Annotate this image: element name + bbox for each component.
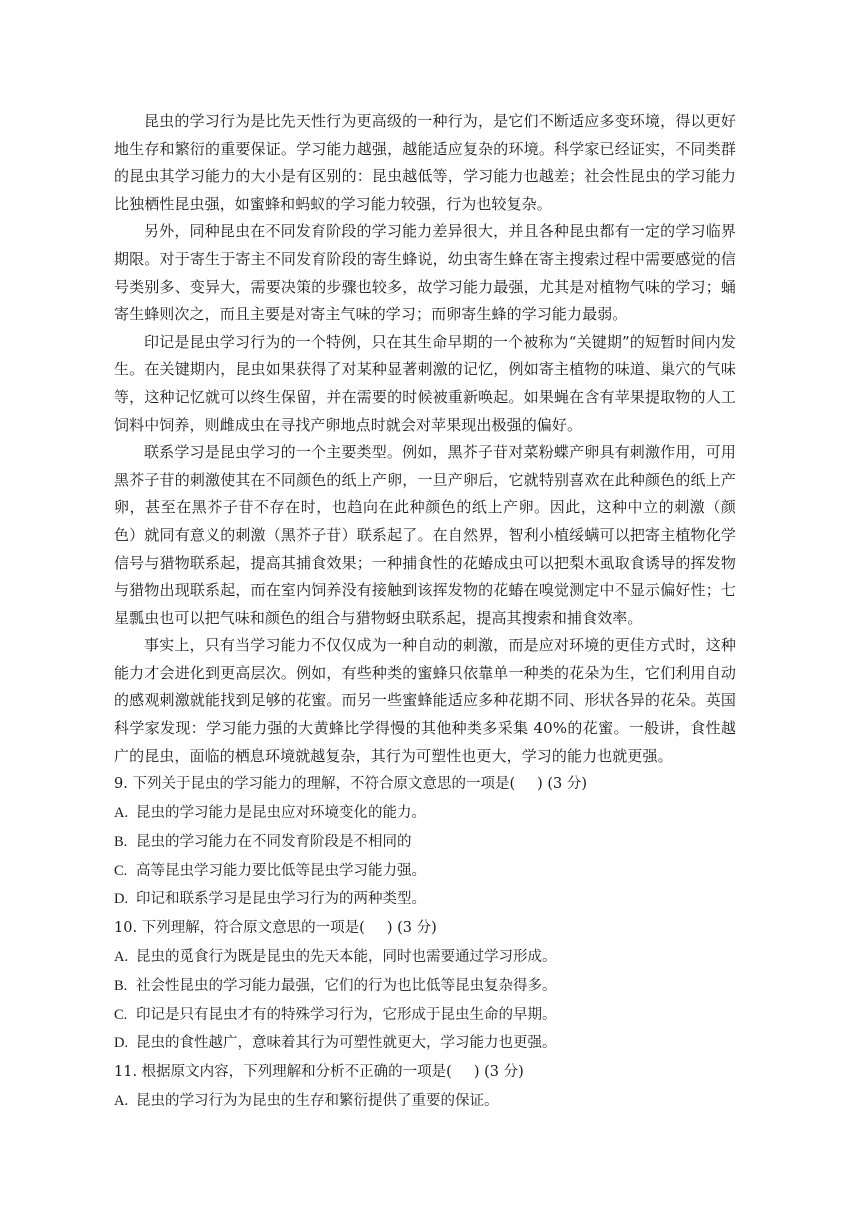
option-text: 社会性昆虫的学习能力最强，它们的行为也比低等昆虫复杂得多。 <box>136 977 557 994</box>
passage-paragraph-3: 印记是昆虫学习行为的一个特例，只在其生命早期的一个被称为“关键期”的短暂时间内发生。在关键期内，昆虫如果获得了对某种显著刺激的记忆，例如寄主植物的味道、巢穴的气味等，这种记忆就可以终生保留，并在需要的时候被重新唤起。如果蝇在含有苹果提取物的人工饲料中饲养，则雌成虫在寻找产卵地点时就会对苹果现出极强的偏好。 <box>114 332 736 434</box>
question-9-option-d <box>114 885 736 914</box>
question-9 <box>114 770 736 914</box>
question-9-option-b <box>114 828 736 857</box>
option-text: 昆虫的食性越广，意味着其行为可塑性就更大，学习能力也更强。 <box>136 1035 557 1052</box>
question-11-stem-text: 11. 根据原文内容，下列理解和分析不正确的一项是( <box>114 1064 452 1081</box>
question-9-points: ) (3 分) <box>537 776 588 793</box>
option-text: 昆虫的学习能力是昆虫应对环境变化的能力。 <box>136 805 426 822</box>
question-9-stem <box>114 770 736 799</box>
option-letter: A. <box>114 1093 129 1110</box>
option-text: 昆虫的学习行为为昆虫的生存和繁衍提供了重要的保证。 <box>136 1093 499 1110</box>
question-9-option-c <box>114 857 736 886</box>
question-10-option-c <box>114 1001 736 1030</box>
question-11-points: ) (3 分) <box>473 1064 524 1081</box>
option-text: 昆虫的学习能力在不同发育阶段是不相同的 <box>136 833 412 850</box>
question-10-stem <box>114 914 736 943</box>
question-11-stem <box>114 1058 736 1087</box>
option-letter: A. <box>114 949 129 966</box>
option-text: 高等昆虫学习能力要比低等昆虫学习能力强。 <box>136 862 426 879</box>
document-content <box>114 108 736 1116</box>
question-10-option-d <box>114 1029 736 1058</box>
question-11-option-a <box>114 1087 736 1116</box>
passage-paragraph-4: 联系学习是昆虫学习的一个主要类型。例如，黑芥子苷对菜粉蝶产卵具有刺激作用，可用黑芥子苷的刺激使其在不同颜色的纸上产卵，一旦产卵后，它就特别喜欢在此种颜色的纸上产卵，甚至在黑芥子苷不存在时，也趋向在此种颜色的纸上产卵。因此，这种中立的刺激（颜色）就同有意义的刺激（黑芥子苷）联系起了。在自然界，智利小植绥螨可以把寄主植物化学信号与猎物联系起，提高其捕食效果；一种捕食性的花蝽成虫可以把梨木虱取食诱导的挥发物与猎物出现联系起，而在室内饲养没有接触到该挥发物的花蝽在嗅觉测定中不显示偏好性；七星瓢虫也可以把气味和颜色的组合与猎物蚜虫联系起，提高其搜索和捕食效率。 <box>114 443 736 627</box>
question-9-option-a <box>114 799 736 828</box>
option-letter: B. <box>114 977 128 994</box>
passage-paragraph-2: 另外，同种昆虫在不同发育阶段的学习能力差异很大，并且各种昆虫都有一定的学习临界期限。对于寄生于寄主不同发育阶段的寄生蜂说，幼虫寄生蜂在寄主搜索过程中需要感觉的信号类别多、变异大，需要决策的步骤也较多，故学习能力最强，尤其是对植物气味的学习；蛹寄生蜂则次之，而且主要是对寄主气味的学习；而卵寄生蜂的学习能力最弱。 <box>114 222 736 324</box>
option-letter: C. <box>114 1006 128 1023</box>
option-text: 印记和联系学习是昆虫学习行为的两种类型。 <box>136 891 426 908</box>
option-text: 昆虫的觅食行为既是昆虫的先天本能，同时也需要通过学习形成。 <box>136 949 557 966</box>
passage-paragraph-5: 事实上，只有当学习能力不仅仅成为一种自动的刺激，而是应对环境的更佳方式时，这种能力才会进化到更高层次。例如，有些种类的蜜蜂只依靠单一种类的花朵为生，它们利用自动的感观刺激就能找到足够的花蜜。而另一些蜜蜂能适应多种花期不同、形状各异的花朵。英国科学家发现：学习能力强的大黄蜂比学得慢的其他种类多采集 40%的花蜜。一般讲，食性越广的昆虫，面临的栖息环境就越复杂，其行为可塑性也更大，学习的能力也就更强。 <box>114 636 736 765</box>
question-11 <box>114 1058 736 1116</box>
question-9-stem-text: 9. 下列关于昆虫的学习能力的理解，不符合原文意思的一项是( <box>114 776 516 793</box>
option-letter: D. <box>114 1035 129 1052</box>
option-letter: B. <box>114 833 128 850</box>
question-10-option-a <box>114 943 736 972</box>
option-letter: D. <box>114 891 129 908</box>
question-10-stem-text: 10. 下列理解，符合原文意思的一项是( <box>114 920 365 937</box>
option-text: 印记是只有昆虫才有的特殊学习行为，它形成于昆虫生命的早期。 <box>136 1006 557 1023</box>
option-letter: C. <box>114 862 128 879</box>
passage-paragraph-1: 昆虫的学习行为是比先天性行为更高级的一种行为，是它们不断适应多变环境，得以更好地生存和繁衍的重要保证。学习能力越强，越能适应复杂的环境。科学家已经证实，不同类群的昆虫其学习能力的大小是有区别的：昆虫越低等，学习能力也越差；社会性昆虫的学习能力比独栖性昆虫强，如蜜蜂和蚂蚁的学习能力较强，行为也较复杂。 <box>114 112 736 213</box>
question-10-option-b <box>114 972 736 1001</box>
question-10 <box>114 914 736 1058</box>
question-10-points: ) (3 分) <box>386 920 437 937</box>
option-letter: A. <box>114 805 129 822</box>
